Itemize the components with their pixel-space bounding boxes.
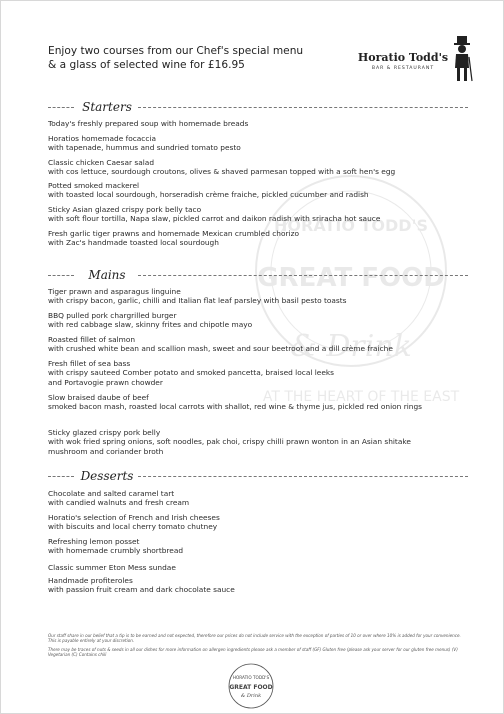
menu-item-name: Potted smoked mackerel [48, 181, 140, 190]
watermark-line-4: AT THE HEART OF THE EAST [262, 389, 460, 405]
menu-item [48, 576, 235, 595]
logo-subtitle: BAR & RESTAURANT [371, 66, 435, 71]
menu-item [48, 513, 220, 532]
menu-item-name: Sticky glazed crispy pork belly [48, 428, 161, 437]
menu-item [48, 335, 393, 354]
stamp-line-2: GREAT FOOD [229, 684, 273, 691]
menu-item-name: Horatio's selection of French and Irish cheeses [48, 513, 220, 522]
menu-item-name: Tiger prawn and asparagus linguine [48, 287, 181, 296]
menu-item-description: with tapenade, hummus and sundried tomato pesto [48, 143, 241, 153]
stamp-line-1: HORATIO TODD'S [232, 675, 270, 680]
intro-line-1: Enjoy two courses from our Chef's special menu [48, 45, 304, 57]
menu-item [48, 158, 395, 177]
menu-item-name: Horatios homemade focaccia [48, 134, 157, 143]
watermark-line-1: HORATIO TODD'S [274, 216, 428, 235]
menu-item-name: BBQ pulled pork chargrilled burger [48, 311, 177, 320]
menu-item [48, 229, 299, 248]
menu-item [48, 563, 176, 572]
menu-item-description: with passion fruit cream and dark chocolate sauce [48, 585, 235, 595]
menu-item-name: Handmade profiteroles [48, 576, 133, 585]
stamp-line-3: & Drink [240, 693, 262, 699]
menu-item-description: with red cabbage slaw, skinny frites and chipotle mayo [48, 320, 253, 330]
menu-item-name: Fresh fillet of sea bass [48, 359, 131, 368]
desserts-header [48, 468, 468, 484]
desserts-title: Desserts [80, 469, 134, 483]
menu-item [48, 205, 380, 224]
menu-item-name: Classic chicken Caesar salad [48, 158, 155, 167]
menu-item-description: with wok fried spring onions, soft noodles, pak choi, crispy chilli prawn wonton in an Asian shitake [48, 437, 411, 447]
intro-text [48, 44, 328, 72]
menu-item [48, 287, 347, 306]
menu-item-name: Slow braised daube of beef [48, 393, 149, 402]
menu-item-description: and Portavogie prawn chowder [48, 377, 163, 387]
menu-item-description: with Zac's handmade toasted local sourdough [48, 238, 219, 248]
menu-item [48, 537, 183, 556]
mains-header [48, 267, 468, 283]
starters-title: Starters [82, 100, 132, 114]
menu-item-name: Refreshing lemon posset [48, 537, 140, 546]
intro-line-2: & a glass of selected wine for £16.95 [48, 59, 245, 71]
menu-item-description: with soft flour tortilla, Napa slaw, pickled carrot and daikon radish with sriracha hot sauce [48, 214, 381, 224]
menu-item-description: with homemade crumbly shortbread [48, 546, 184, 556]
menu-item [48, 134, 241, 153]
starters-header [48, 99, 468, 115]
menu-item-name: Today's freshly prepared soup with homemade breads [48, 119, 249, 128]
watermark-line-2: GREAT FOOD [257, 263, 445, 293]
menu-item-description: with cos lettuce, sourdough croutons, olives & shaved parmesan topped with a soft hen's egg [48, 167, 396, 177]
menu-item-description: with candied walnuts and fresh cream [48, 498, 190, 508]
watermark-line-3: & Drink [290, 329, 412, 364]
menu-item [48, 428, 411, 456]
menu-item-description: with crispy sauteed Comber potato and smoked pancetta, braised local leeks [48, 368, 335, 378]
menu-item [48, 489, 189, 508]
menu-item-description: with crushed white bean and scallion mash, sweet and sour beetroot and a dill crème fraiche [48, 344, 393, 354]
menu-item [48, 119, 248, 128]
menu-item [48, 393, 422, 412]
footer-stamp-logo [223, 662, 279, 710]
menu-item-description: with crispy bacon, garlic, chilli and Italian flat leaf parsley with basil pesto toasts [48, 296, 347, 306]
footer-service-note: Our staff share in our belief that a tip is to be earned and not expected, therefore our prices do not include service with the exception of parties of 10 or over where 10% is added for your convenience. This is payable entirely at your discretion. [48, 633, 461, 644]
menu-item-name: Fresh garlic tiger prawns and homemade Mexican crumbled chorizo [48, 229, 300, 238]
menu-item-description: smoked bacon mash, roasted local carrots with shallot, red wine & thyme jus, pickled red onion rings [48, 402, 423, 412]
menu-item-description: with toasted local sourdough, horseradish crème fraiche, pickled cucumber and radish [48, 190, 369, 200]
man-in-top-hat-icon [450, 35, 474, 83]
menu-item-name: Classic summer Eton Mess sundae [48, 563, 176, 572]
menu-item-name: Chocolate and salted caramel tart [48, 489, 175, 498]
menu-item [48, 359, 334, 387]
menu-item-description: mushroom and coriander broth [48, 446, 164, 456]
menu-item-name: Sticky Asian glazed crispy pork belly taco [48, 205, 202, 214]
footer-notes [48, 633, 468, 661]
mains-title: Mains [88, 268, 126, 282]
logo-name: Horatio Todd's [357, 51, 449, 64]
footer-allergen-note: There may be traces of nuts & seeds in all our dishes for more information on allergen ingredients please ask a member of staff (GF) Gluten free (please ask your server for our gluten free menus) (V) Vegetarian (C) Contains chili [48, 646, 458, 658]
menu-item-name: Roasted fillet of salmon [48, 335, 136, 344]
restaurant-logo [356, 35, 476, 83]
menu-item [48, 311, 252, 330]
menu-item [48, 181, 369, 200]
menu-item-description: with biscuits and local cherry tomato chutney [48, 522, 218, 532]
